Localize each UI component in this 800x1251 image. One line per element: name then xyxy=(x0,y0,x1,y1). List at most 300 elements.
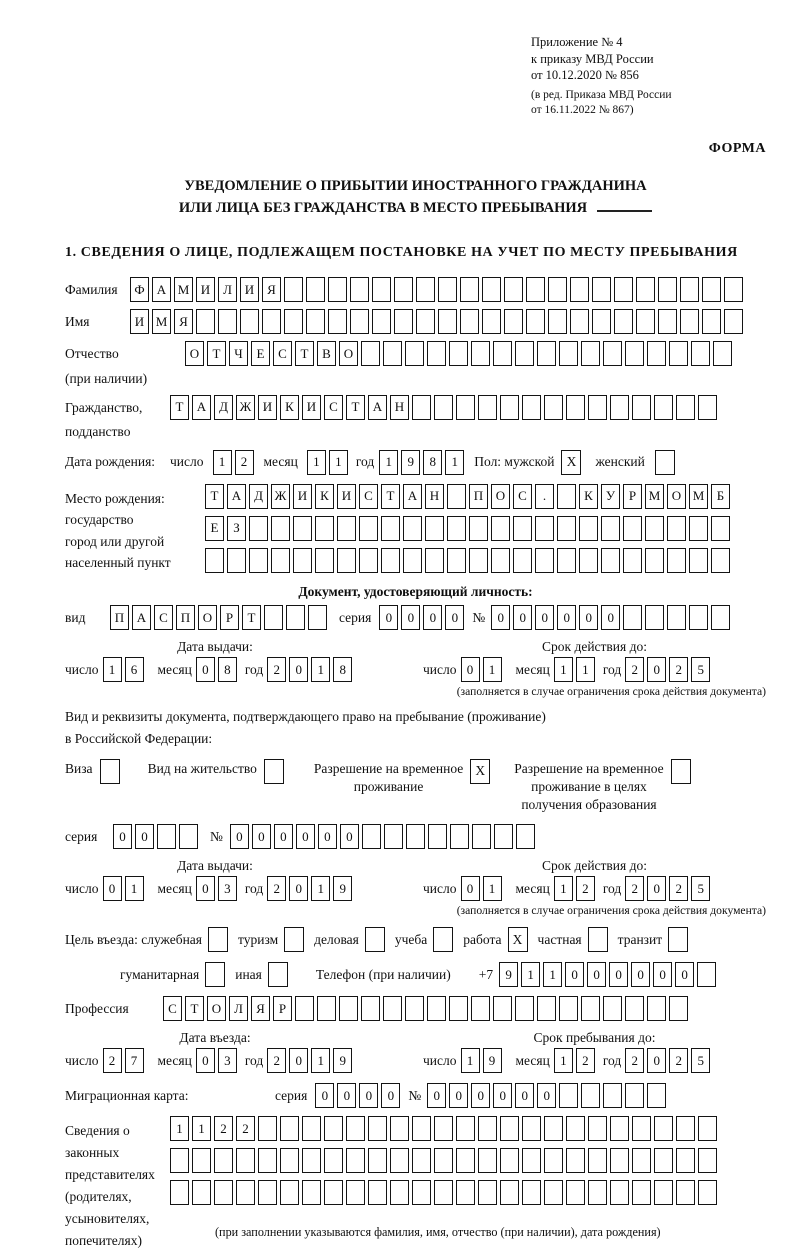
char-cell[interactable] xyxy=(471,341,490,366)
char-cell[interactable] xyxy=(302,1148,321,1173)
char-cell[interactable] xyxy=(450,824,469,849)
birthplace-row2-input[interactable] xyxy=(205,516,730,541)
char-cell[interactable]: 1 xyxy=(554,657,573,682)
char-cell[interactable]: 0 xyxy=(609,962,628,987)
char-cell[interactable] xyxy=(548,309,567,334)
char-cell[interactable] xyxy=(170,1180,189,1205)
char-cell[interactable] xyxy=(654,1180,673,1205)
char-cell[interactable] xyxy=(478,1116,497,1141)
char-cell[interactable]: К xyxy=(280,395,299,420)
char-cell[interactable] xyxy=(636,277,655,302)
char-cell[interactable] xyxy=(632,1116,651,1141)
char-cell[interactable] xyxy=(645,548,664,573)
char-cell[interactable]: 0 xyxy=(379,605,398,630)
char-cell[interactable] xyxy=(588,1148,607,1173)
char-cell[interactable] xyxy=(669,996,688,1021)
char-cell[interactable]: 0 xyxy=(647,657,666,682)
char-cell[interactable] xyxy=(680,309,699,334)
char-cell[interactable] xyxy=(566,1148,585,1173)
char-cell[interactable]: 0 xyxy=(381,1083,400,1108)
char-cell[interactable] xyxy=(603,341,622,366)
char-cell[interactable]: 0 xyxy=(196,1048,215,1073)
char-cell[interactable]: 2 xyxy=(669,657,688,682)
char-cell[interactable]: 1 xyxy=(125,876,144,901)
char-cell[interactable]: 0 xyxy=(252,824,271,849)
doc-valid-day-input[interactable] xyxy=(461,657,502,682)
char-cell[interactable] xyxy=(566,395,585,420)
char-cell[interactable] xyxy=(526,277,545,302)
char-cell[interactable] xyxy=(581,1083,600,1108)
profession-input[interactable] xyxy=(163,996,688,1021)
res-series-input[interactable] xyxy=(113,824,198,849)
char-cell[interactable] xyxy=(295,996,314,1021)
char-cell[interactable]: 2 xyxy=(214,1116,233,1141)
char-cell[interactable] xyxy=(412,395,431,420)
char-cell[interactable] xyxy=(491,516,510,541)
char-cell[interactable] xyxy=(711,516,730,541)
char-cell[interactable] xyxy=(192,1148,211,1173)
char-cell[interactable] xyxy=(258,1180,277,1205)
char-cell[interactable]: Л xyxy=(218,277,237,302)
char-cell[interactable]: 1 xyxy=(379,450,398,475)
char-cell[interactable] xyxy=(570,309,589,334)
char-cell[interactable] xyxy=(557,548,576,573)
char-cell[interactable] xyxy=(711,548,730,573)
char-cell[interactable] xyxy=(381,516,400,541)
char-cell[interactable]: М xyxy=(645,484,664,509)
char-cell[interactable]: 2 xyxy=(103,1048,122,1073)
representatives-row2-input[interactable] xyxy=(170,1148,717,1173)
char-cell[interactable]: 8 xyxy=(423,450,442,475)
char-cell[interactable] xyxy=(493,341,512,366)
char-cell[interactable]: 0 xyxy=(445,605,464,630)
char-cell[interactable]: 2 xyxy=(235,450,254,475)
char-cell[interactable]: У xyxy=(601,484,620,509)
char-cell[interactable] xyxy=(427,341,446,366)
char-cell[interactable] xyxy=(526,309,545,334)
char-cell[interactable] xyxy=(724,277,743,302)
char-cell[interactable] xyxy=(500,1148,519,1173)
char-cell[interactable]: 2 xyxy=(576,876,595,901)
char-cell[interactable] xyxy=(362,824,381,849)
char-cell[interactable]: 0 xyxy=(565,962,584,987)
char-cell[interactable]: 0 xyxy=(601,605,620,630)
char-cell[interactable]: 1 xyxy=(103,657,122,682)
char-cell[interactable]: 0 xyxy=(653,962,672,987)
char-cell[interactable]: О xyxy=(667,484,686,509)
representatives-row1-input[interactable] xyxy=(170,1116,717,1141)
char-cell[interactable] xyxy=(449,341,468,366)
char-cell[interactable] xyxy=(676,1116,695,1141)
char-cell[interactable] xyxy=(192,1180,211,1205)
char-cell[interactable]: Т xyxy=(170,395,189,420)
char-cell[interactable]: 2 xyxy=(267,657,286,682)
name-input[interactable] xyxy=(130,309,743,334)
char-cell[interactable] xyxy=(472,824,491,849)
char-cell[interactable] xyxy=(425,548,444,573)
sex-female-checkbox[interactable] xyxy=(655,450,675,475)
char-cell[interactable]: И xyxy=(258,395,277,420)
char-cell[interactable] xyxy=(698,1116,717,1141)
char-cell[interactable]: Т xyxy=(185,996,204,1021)
char-cell[interactable] xyxy=(214,1148,233,1173)
char-cell[interactable]: И xyxy=(302,395,321,420)
char-cell[interactable] xyxy=(157,824,176,849)
char-cell[interactable] xyxy=(471,996,490,1021)
char-cell[interactable] xyxy=(368,1148,387,1173)
char-cell[interactable]: 2 xyxy=(625,876,644,901)
char-cell[interactable] xyxy=(350,309,369,334)
char-cell[interactable]: 8 xyxy=(218,657,237,682)
char-cell[interactable] xyxy=(592,277,611,302)
birthplace-row3-input[interactable] xyxy=(205,548,730,573)
char-cell[interactable] xyxy=(302,1180,321,1205)
char-cell[interactable] xyxy=(689,516,708,541)
char-cell[interactable] xyxy=(500,1116,519,1141)
char-cell[interactable]: 0 xyxy=(337,1083,356,1108)
char-cell[interactable]: И xyxy=(337,484,356,509)
char-cell[interactable] xyxy=(405,996,424,1021)
char-cell[interactable]: Е xyxy=(205,516,224,541)
char-cell[interactable] xyxy=(544,1180,563,1205)
char-cell[interactable]: 0 xyxy=(340,824,359,849)
char-cell[interactable] xyxy=(293,548,312,573)
char-cell[interactable]: 1 xyxy=(576,657,595,682)
char-cell[interactable]: 2 xyxy=(267,876,286,901)
char-cell[interactable] xyxy=(647,996,666,1021)
char-cell[interactable] xyxy=(456,1116,475,1141)
char-cell[interactable] xyxy=(384,824,403,849)
char-cell[interactable]: О xyxy=(198,605,217,630)
char-cell[interactable]: Н xyxy=(390,395,409,420)
char-cell[interactable] xyxy=(658,277,677,302)
char-cell[interactable]: 1 xyxy=(213,450,232,475)
char-cell[interactable]: 0 xyxy=(318,824,337,849)
char-cell[interactable] xyxy=(500,1180,519,1205)
char-cell[interactable]: Ж xyxy=(271,484,290,509)
visa-checkbox[interactable] xyxy=(100,759,120,784)
char-cell[interactable]: И xyxy=(293,484,312,509)
char-cell[interactable] xyxy=(579,548,598,573)
char-cell[interactable] xyxy=(412,1180,431,1205)
char-cell[interactable]: 0 xyxy=(647,876,666,901)
char-cell[interactable] xyxy=(315,516,334,541)
mig-series-input[interactable] xyxy=(315,1083,400,1108)
char-cell[interactable] xyxy=(623,605,642,630)
char-cell[interactable] xyxy=(680,277,699,302)
char-cell[interactable] xyxy=(625,1083,644,1108)
char-cell[interactable]: 1 xyxy=(307,450,326,475)
char-cell[interactable] xyxy=(434,1148,453,1173)
char-cell[interactable] xyxy=(264,605,283,630)
char-cell[interactable] xyxy=(654,395,673,420)
char-cell[interactable]: О xyxy=(185,341,204,366)
char-cell[interactable]: К xyxy=(315,484,334,509)
char-cell[interactable] xyxy=(610,1180,629,1205)
char-cell[interactable]: 1 xyxy=(311,1048,330,1073)
char-cell[interactable] xyxy=(515,996,534,1021)
representatives-row3-input[interactable] xyxy=(170,1180,717,1205)
char-cell[interactable] xyxy=(676,1180,695,1205)
purpose-private-checkbox[interactable] xyxy=(588,927,608,952)
char-cell[interactable]: А xyxy=(368,395,387,420)
char-cell[interactable] xyxy=(522,395,541,420)
char-cell[interactable]: 1 xyxy=(554,876,573,901)
phone-input[interactable] xyxy=(499,962,716,987)
char-cell[interactable]: 0 xyxy=(274,824,293,849)
char-cell[interactable] xyxy=(179,824,198,849)
temp-residence-checkbox[interactable]: X xyxy=(470,759,490,784)
char-cell[interactable] xyxy=(280,1116,299,1141)
doc-type-input[interactable] xyxy=(110,605,327,630)
char-cell[interactable] xyxy=(447,516,466,541)
char-cell[interactable]: 5 xyxy=(691,1048,710,1073)
char-cell[interactable] xyxy=(537,341,556,366)
char-cell[interactable]: 0 xyxy=(471,1083,490,1108)
char-cell[interactable]: Р xyxy=(273,996,292,1021)
res-valid-month-input[interactable] xyxy=(554,876,595,901)
char-cell[interactable] xyxy=(456,1148,475,1173)
char-cell[interactable] xyxy=(293,516,312,541)
char-cell[interactable] xyxy=(667,516,686,541)
char-cell[interactable] xyxy=(559,1083,578,1108)
char-cell[interactable] xyxy=(280,1180,299,1205)
char-cell[interactable] xyxy=(581,341,600,366)
char-cell[interactable]: 0 xyxy=(289,1048,308,1073)
char-cell[interactable] xyxy=(647,1083,666,1108)
char-cell[interactable]: 3 xyxy=(218,1048,237,1073)
char-cell[interactable] xyxy=(405,341,424,366)
char-cell[interactable] xyxy=(412,1148,431,1173)
res-issue-year-input[interactable] xyxy=(267,876,352,901)
char-cell[interactable]: З xyxy=(227,516,246,541)
char-cell[interactable] xyxy=(328,277,347,302)
char-cell[interactable]: 0 xyxy=(196,657,215,682)
char-cell[interactable]: 9 xyxy=(401,450,420,475)
char-cell[interactable] xyxy=(588,1180,607,1205)
char-cell[interactable]: С xyxy=(154,605,173,630)
char-cell[interactable] xyxy=(271,548,290,573)
char-cell[interactable] xyxy=(654,1148,673,1173)
char-cell[interactable] xyxy=(350,277,369,302)
char-cell[interactable] xyxy=(302,1116,321,1141)
char-cell[interactable]: 0 xyxy=(449,1083,468,1108)
char-cell[interactable]: 0 xyxy=(427,1083,446,1108)
char-cell[interactable]: 1 xyxy=(445,450,464,475)
char-cell[interactable] xyxy=(535,516,554,541)
char-cell[interactable] xyxy=(689,548,708,573)
char-cell[interactable] xyxy=(478,395,497,420)
char-cell[interactable] xyxy=(513,516,532,541)
mig-number-input[interactable] xyxy=(427,1083,666,1108)
stay-month-input[interactable] xyxy=(554,1048,595,1073)
stay-day-input[interactable] xyxy=(461,1048,502,1073)
char-cell[interactable] xyxy=(390,1148,409,1173)
birthplace-row1-input[interactable] xyxy=(205,484,730,509)
char-cell[interactable] xyxy=(500,395,519,420)
char-cell[interactable] xyxy=(676,395,695,420)
char-cell[interactable] xyxy=(262,309,281,334)
char-cell[interactable] xyxy=(522,1116,541,1141)
char-cell[interactable] xyxy=(689,605,708,630)
char-cell[interactable] xyxy=(625,996,644,1021)
residence-permit-checkbox[interactable] xyxy=(264,759,284,784)
char-cell[interactable]: 0 xyxy=(315,1083,334,1108)
char-cell[interactable]: 2 xyxy=(669,1048,688,1073)
entry-month-input[interactable] xyxy=(196,1048,237,1073)
birth-day-input[interactable] xyxy=(213,450,254,475)
char-cell[interactable] xyxy=(697,962,716,987)
surname-input[interactable] xyxy=(130,277,743,302)
char-cell[interactable] xyxy=(636,309,655,334)
char-cell[interactable]: Т xyxy=(346,395,365,420)
char-cell[interactable]: 0 xyxy=(513,605,532,630)
char-cell[interactable] xyxy=(535,548,554,573)
char-cell[interactable] xyxy=(434,1180,453,1205)
char-cell[interactable]: Я xyxy=(174,309,193,334)
char-cell[interactable] xyxy=(494,824,513,849)
char-cell[interactable] xyxy=(337,516,356,541)
char-cell[interactable]: 0 xyxy=(515,1083,534,1108)
char-cell[interactable] xyxy=(579,516,598,541)
char-cell[interactable] xyxy=(544,1148,563,1173)
char-cell[interactable] xyxy=(493,996,512,1021)
char-cell[interactable] xyxy=(698,1180,717,1205)
purpose-other-checkbox[interactable] xyxy=(268,962,288,987)
char-cell[interactable]: 2 xyxy=(625,657,644,682)
char-cell[interactable] xyxy=(516,824,535,849)
char-cell[interactable]: А xyxy=(152,277,171,302)
res-number-input[interactable] xyxy=(230,824,535,849)
char-cell[interactable] xyxy=(460,277,479,302)
char-cell[interactable] xyxy=(286,605,305,630)
char-cell[interactable] xyxy=(625,341,644,366)
doc-series-input[interactable] xyxy=(379,605,464,630)
char-cell[interactable] xyxy=(425,516,444,541)
char-cell[interactable] xyxy=(544,1116,563,1141)
stay-year-input[interactable] xyxy=(625,1048,710,1073)
char-cell[interactable] xyxy=(434,395,453,420)
char-cell[interactable]: О xyxy=(207,996,226,1021)
char-cell[interactable]: С xyxy=(513,484,532,509)
char-cell[interactable]: 3 xyxy=(218,876,237,901)
char-cell[interactable] xyxy=(249,548,268,573)
char-cell[interactable] xyxy=(614,277,633,302)
char-cell[interactable]: 9 xyxy=(333,876,352,901)
char-cell[interactable] xyxy=(368,1116,387,1141)
char-cell[interactable]: 2 xyxy=(236,1116,255,1141)
purpose-work-checkbox[interactable]: X xyxy=(508,927,528,952)
char-cell[interactable]: А xyxy=(227,484,246,509)
char-cell[interactable] xyxy=(669,341,688,366)
char-cell[interactable] xyxy=(469,548,488,573)
char-cell[interactable] xyxy=(346,1148,365,1173)
char-cell[interactable] xyxy=(667,548,686,573)
char-cell[interactable]: Я xyxy=(251,996,270,1021)
char-cell[interactable] xyxy=(482,309,501,334)
char-cell[interactable] xyxy=(654,1116,673,1141)
char-cell[interactable]: К xyxy=(579,484,598,509)
char-cell[interactable]: 1 xyxy=(170,1116,189,1141)
char-cell[interactable]: 0 xyxy=(359,1083,378,1108)
char-cell[interactable] xyxy=(647,341,666,366)
char-cell[interactable]: 0 xyxy=(289,657,308,682)
char-cell[interactable]: 5 xyxy=(691,876,710,901)
char-cell[interactable] xyxy=(601,516,620,541)
char-cell[interactable] xyxy=(447,548,466,573)
char-cell[interactable] xyxy=(271,516,290,541)
char-cell[interactable] xyxy=(566,1180,585,1205)
char-cell[interactable]: 0 xyxy=(296,824,315,849)
char-cell[interactable]: Т xyxy=(205,484,224,509)
char-cell[interactable] xyxy=(711,605,730,630)
char-cell[interactable]: 0 xyxy=(461,657,480,682)
char-cell[interactable] xyxy=(702,309,721,334)
res-issue-day-input[interactable] xyxy=(103,876,144,901)
birth-year-input[interactable] xyxy=(379,450,464,475)
char-cell[interactable] xyxy=(368,1180,387,1205)
char-cell[interactable] xyxy=(361,996,380,1021)
char-cell[interactable]: Р xyxy=(220,605,239,630)
purpose-humanitarian-checkbox[interactable] xyxy=(205,962,225,987)
char-cell[interactable] xyxy=(412,1116,431,1141)
char-cell[interactable] xyxy=(306,277,325,302)
entry-day-input[interactable] xyxy=(103,1048,144,1073)
char-cell[interactable]: 9 xyxy=(333,1048,352,1073)
char-cell[interactable] xyxy=(280,1148,299,1173)
char-cell[interactable] xyxy=(434,1116,453,1141)
char-cell[interactable]: М xyxy=(152,309,171,334)
sex-male-checkbox[interactable]: X xyxy=(561,450,581,475)
char-cell[interactable] xyxy=(456,1180,475,1205)
char-cell[interactable]: 0 xyxy=(401,605,420,630)
char-cell[interactable] xyxy=(513,548,532,573)
char-cell[interactable] xyxy=(469,516,488,541)
char-cell[interactable]: П xyxy=(176,605,195,630)
char-cell[interactable]: 0 xyxy=(289,876,308,901)
char-cell[interactable]: И xyxy=(240,277,259,302)
char-cell[interactable] xyxy=(482,277,501,302)
char-cell[interactable] xyxy=(632,1148,651,1173)
char-cell[interactable]: 0 xyxy=(230,824,249,849)
char-cell[interactable] xyxy=(427,996,446,1021)
char-cell[interactable] xyxy=(610,395,629,420)
char-cell[interactable]: 2 xyxy=(576,1048,595,1073)
char-cell[interactable] xyxy=(603,996,622,1021)
char-cell[interactable] xyxy=(346,1180,365,1205)
char-cell[interactable]: 1 xyxy=(192,1116,211,1141)
char-cell[interactable] xyxy=(588,1116,607,1141)
char-cell[interactable] xyxy=(306,309,325,334)
char-cell[interactable] xyxy=(438,277,457,302)
char-cell[interactable]: Н xyxy=(425,484,444,509)
char-cell[interactable]: А xyxy=(403,484,422,509)
char-cell[interactable] xyxy=(588,395,607,420)
char-cell[interactable] xyxy=(478,1148,497,1173)
char-cell[interactable]: 1 xyxy=(521,962,540,987)
char-cell[interactable] xyxy=(438,309,457,334)
char-cell[interactable] xyxy=(324,1180,343,1205)
char-cell[interactable] xyxy=(249,516,268,541)
char-cell[interactable] xyxy=(324,1148,343,1173)
char-cell[interactable] xyxy=(383,996,402,1021)
char-cell[interactable] xyxy=(218,309,237,334)
char-cell[interactable]: 1 xyxy=(311,876,330,901)
char-cell[interactable] xyxy=(236,1148,255,1173)
char-cell[interactable]: 0 xyxy=(631,962,650,987)
char-cell[interactable] xyxy=(449,996,468,1021)
char-cell[interactable]: 0 xyxy=(196,876,215,901)
